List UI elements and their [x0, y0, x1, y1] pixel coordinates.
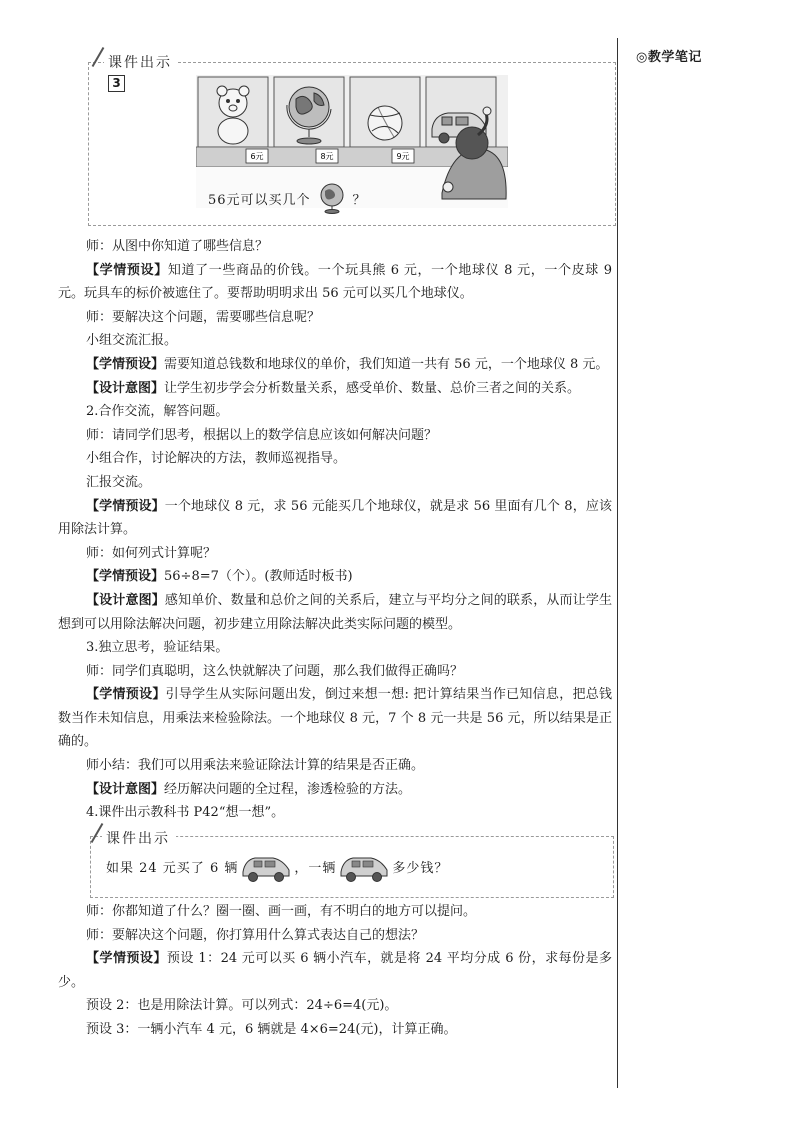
paragraph: 师：同学们真聪明，这么快就解决了问题，那么我们做得正确吗？: [86, 663, 464, 679]
paragraph: 小组合作，讨论解决的方法，教师巡视指导。: [86, 451, 347, 467]
ball-icon: [368, 106, 402, 140]
question-prefix: 56元可以买几个: [208, 192, 311, 208]
paragraph: 师：从图中你知道了哪些信息？: [86, 239, 269, 254]
paragraph: 【设计意图】让学生初步学会分析数量关系，感受单价、数量、总价三者之间的关系。: [86, 380, 581, 396]
question-line: [208, 182, 367, 214]
paragraph: 预设 2：也是用除法计算。可以列式：24÷6=4(元)。: [86, 998, 398, 1014]
paragraph: 【学情预设】需要知道总钱数和地球仪的单价，我们知道一共有 56 元，一个地球仪 8 元。: [86, 356, 609, 372]
problem-number: 3: [108, 75, 125, 92]
paragraph: 师小结：我们可以用乘法来验证除法计算的结果是否正确。: [86, 758, 425, 774]
paragraph: 师：要解决这个问题，需要哪些信息呢？: [86, 309, 321, 325]
toy-car-icon: [240, 848, 292, 884]
main-text-2: [58, 900, 612, 1042]
courseware-2-content: [106, 848, 448, 884]
paragraph: 【学情预设】预设 1：24 元可以买 6 辆小汽车，就是将 24 平均分成 6 份，求每份是多少。: [58, 951, 612, 990]
teaching-notes-label: ◎教学笔记: [636, 50, 702, 65]
paragraph: 3.独立思考，验证结果。: [86, 640, 229, 656]
paragraph: 师：如何列式计算呢？: [86, 545, 217, 561]
paragraph: 4.课件出示教科书 P42“想一想”。: [86, 805, 285, 821]
paragraph: 【学情预设】一个地球仪 8 元，求 56 元能买几个地球仪，就是求 56 里面有几个 8，应该用除法计算。: [58, 498, 612, 538]
paragraph: 小组交流汇报。: [86, 333, 178, 349]
courseware-label-1: 课件出示: [104, 52, 178, 72]
paragraph: 预设 3：一辆小汽车 4 元，6 辆就是 4×6=24(元)，计算正确。: [86, 1021, 457, 1037]
courseware-2-text-c: 多少钱？: [392, 860, 449, 876]
paragraph: 师：你都知道了什么？圈一圈、画一画，有不明白的地方可以提问。: [86, 904, 477, 919]
paragraph: 汇报交流。: [86, 474, 152, 490]
toy-car-icon: [338, 848, 390, 884]
paragraph: 【学情预设】56÷8=7（个）。(教师适时板书): [86, 569, 353, 585]
paragraph: 2.合作交流，解答问题。: [86, 404, 229, 420]
price-tag-globe: 8元: [320, 152, 334, 161]
paragraph: 【设计意图】感知单价、数量和总价之间的关系后，建立与平均分之间的联系，从而让学生想到可以用除法解决问题，初步建立用除法解决此类实际问题的模型。: [58, 592, 612, 632]
courseware-2-text-b: ，一辆: [294, 860, 337, 876]
paragraph: 【学情预设】引导学生从实际问题出发，倒过来想一想: 把计算结果当作已知信息，把总钱数当作未知信息，用乘法来检验除法。一个地球仪 8 元，7 个 8 元一共是 56 元，所以结果是正确的。: [58, 687, 612, 750]
main-text: [58, 235, 612, 825]
paragraph: 师：请同学们思考，根据以上的数学信息应该如何解决问题？: [86, 427, 438, 443]
price-tag-ball: 9元: [396, 152, 410, 161]
small-globe-icon: [317, 182, 347, 214]
question-suffix: ？: [352, 192, 367, 208]
courseware-2-text-a: 如果 24 元买了 6 辆: [106, 860, 239, 876]
margin-divider: [617, 38, 618, 1088]
paragraph: 师：要解决这个问题，你打算用什么算式表达自己的想法？: [86, 927, 425, 943]
price-tag-bear: 6元: [250, 152, 264, 161]
courseware-label-2: 课件出示: [102, 828, 176, 848]
paragraph: 【设计意图】经历解决问题的全过程，渗透检验的方法。: [86, 781, 412, 797]
paragraph: 【学情预设】知道了一些商品的价钱。一个玩具熊 6 元，一个地球仪 8 元，一个皮球 9 元。玩具车的标价被遮住了。要帮助明明求出 56 元可以买几个地球仪。: [58, 262, 612, 302]
